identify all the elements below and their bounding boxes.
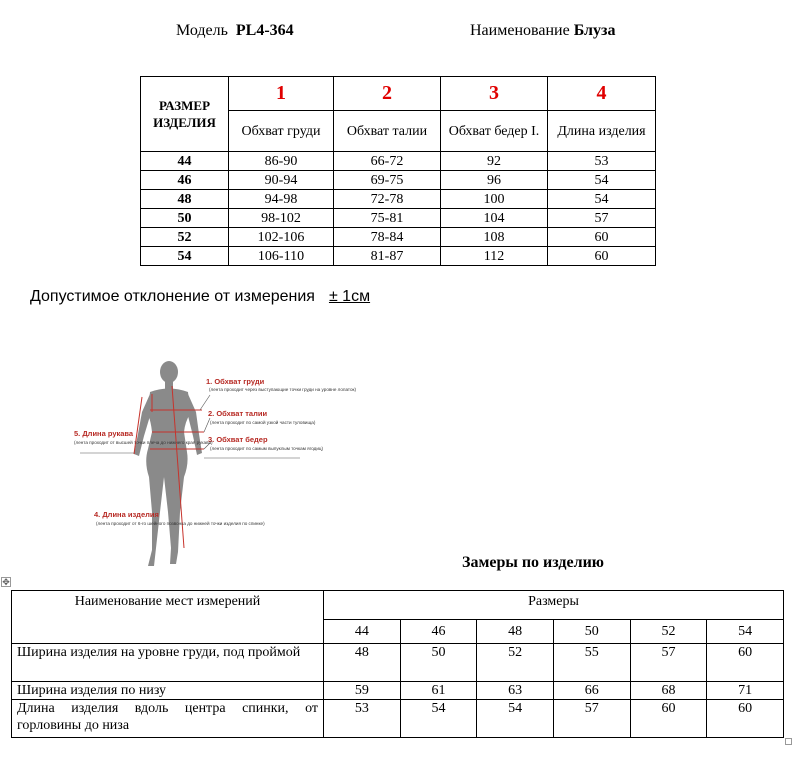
column-number: 2 [334, 77, 441, 111]
value-cell: 54 [548, 190, 656, 209]
annotation-waist [208, 409, 316, 425]
value-cell: 54 [548, 171, 656, 190]
annotation-hips [208, 435, 324, 451]
table-resize-handle[interactable] [785, 738, 792, 745]
value-cell: 86-90 [229, 152, 334, 171]
value-cell: 52 [477, 644, 554, 682]
column-number: 1 [229, 77, 334, 111]
value-cell: 100 [441, 190, 548, 209]
value-cell: 104 [441, 209, 548, 228]
product-name-header [470, 22, 615, 40]
name-label: Наименование [470, 22, 570, 39]
value-cell: 66 [553, 682, 630, 700]
size-cell: 48 [141, 190, 229, 209]
annotation-title: 1. Обхват груди [206, 377, 265, 386]
value-cell: 60 [707, 644, 784, 682]
annotation-title: 3. Обхват бедер [208, 435, 268, 444]
size-header-cell: 44 [324, 620, 401, 644]
value-cell: 68 [630, 682, 707, 700]
measurement-figure [72, 352, 357, 574]
size-cell: 44 [141, 152, 229, 171]
tolerance-text: Допустимое отклонение от измерения [30, 288, 315, 305]
value-cell: 78-84 [334, 228, 441, 247]
value-cell: 102-106 [229, 228, 334, 247]
annotation-note: (лента проходит от высшей точки плеча до нижнего края рукава) [74, 440, 213, 445]
value-cell: 63 [477, 682, 554, 700]
name-value: Блуза [573, 22, 616, 39]
model-label: Модель [176, 22, 228, 39]
table-row [12, 682, 784, 700]
tolerance-value: ± 1см [328, 288, 371, 305]
size-cell: 54 [141, 247, 229, 266]
measurements-title: Замеры по изделию [462, 554, 605, 571]
row-label: Ширина изделия на уровне груди, под проймой [12, 644, 324, 682]
table-row [141, 247, 656, 266]
value-cell: 112 [441, 247, 548, 266]
value-cell: 53 [548, 152, 656, 171]
column-label: Длина изделия [548, 111, 656, 152]
value-cell: 60 [548, 247, 656, 266]
column-label: Обхват талии [334, 111, 441, 152]
annotation-note: (лента проходит по самой узкой части туловища) [210, 420, 316, 425]
table-row [141, 209, 656, 228]
column-label: Обхват груди [229, 111, 334, 152]
size-header-cell: 48 [477, 620, 554, 644]
value-cell: 61 [400, 682, 477, 700]
value-cell: 98-102 [229, 209, 334, 228]
value-cell: 60 [707, 700, 784, 738]
value-cell: 81-87 [334, 247, 441, 266]
table-row [141, 171, 656, 190]
row-label: Ширина изделия по низу [12, 682, 324, 700]
sizes-column-header: Размеры [324, 591, 784, 620]
annotation-chest [206, 377, 357, 392]
size-chart-table [140, 76, 656, 266]
annotation-note: (лента проходит от 6-го шейного позвонка до нижней точки изделия по спинке) [96, 521, 265, 526]
annotation-title: 5. Длина рукава [74, 429, 134, 438]
size-cell: 46 [141, 171, 229, 190]
value-cell: 48 [324, 644, 401, 682]
annotation-title: 2. Обхват талии [208, 409, 268, 418]
body-silhouette-illustration [72, 352, 357, 574]
measurements-table [11, 590, 784, 738]
tolerance-note [30, 288, 370, 306]
value-cell: 71 [707, 682, 784, 700]
value-cell: 69-75 [334, 171, 441, 190]
table-row [141, 228, 656, 247]
model-value: PL4-364 [235, 22, 294, 39]
model-header [176, 22, 294, 40]
size-header-cell: 46 [400, 620, 477, 644]
move-anchor-icon[interactable]: ✥ [2, 577, 10, 587]
value-cell: 57 [553, 700, 630, 738]
annotation-note: (лента проходит через выступающие точки груди на уровне лопаток) [209, 387, 357, 392]
table-row [12, 644, 784, 682]
size-column-header: РАЗМЕР ИЗДЕЛИЯ [141, 77, 229, 152]
size-cell: 52 [141, 228, 229, 247]
value-cell: 108 [441, 228, 548, 247]
size-header-cell: 54 [707, 620, 784, 644]
value-cell: 50 [400, 644, 477, 682]
value-cell: 55 [553, 644, 630, 682]
value-cell: 59 [324, 682, 401, 700]
size-cell: 50 [141, 209, 229, 228]
annotation-title: 4. Длина изделия [94, 510, 159, 519]
place-column-header: Наименование мест измерений [12, 591, 324, 644]
value-cell: 94-98 [229, 190, 334, 209]
column-number: 4 [548, 77, 656, 111]
value-cell: 57 [630, 644, 707, 682]
value-cell: 54 [400, 700, 477, 738]
table-row [141, 190, 656, 209]
size-header-cell: 50 [553, 620, 630, 644]
value-cell: 96 [441, 171, 548, 190]
value-cell: 75-81 [334, 209, 441, 228]
table-row [141, 152, 656, 171]
value-cell: 57 [548, 209, 656, 228]
value-cell: 72-78 [334, 190, 441, 209]
size-header-cell: 52 [630, 620, 707, 644]
body-silhouette [134, 361, 202, 566]
row-label: Длина изделия вдоль центра спинки, от горловины до низа [12, 700, 324, 738]
value-cell: 60 [548, 228, 656, 247]
value-cell: 54 [477, 700, 554, 738]
value-cell: 92 [441, 152, 548, 171]
column-label: Обхват бедер I. [441, 111, 548, 152]
value-cell: 66-72 [334, 152, 441, 171]
table-row [12, 700, 784, 738]
value-cell: 60 [630, 700, 707, 738]
annotation-note: (лента проходит по самым выпуклым точкам ягодиц) [210, 446, 324, 451]
value-cell: 106-110 [229, 247, 334, 266]
value-cell: 53 [324, 700, 401, 738]
column-number: 3 [441, 77, 548, 111]
value-cell: 90-94 [229, 171, 334, 190]
